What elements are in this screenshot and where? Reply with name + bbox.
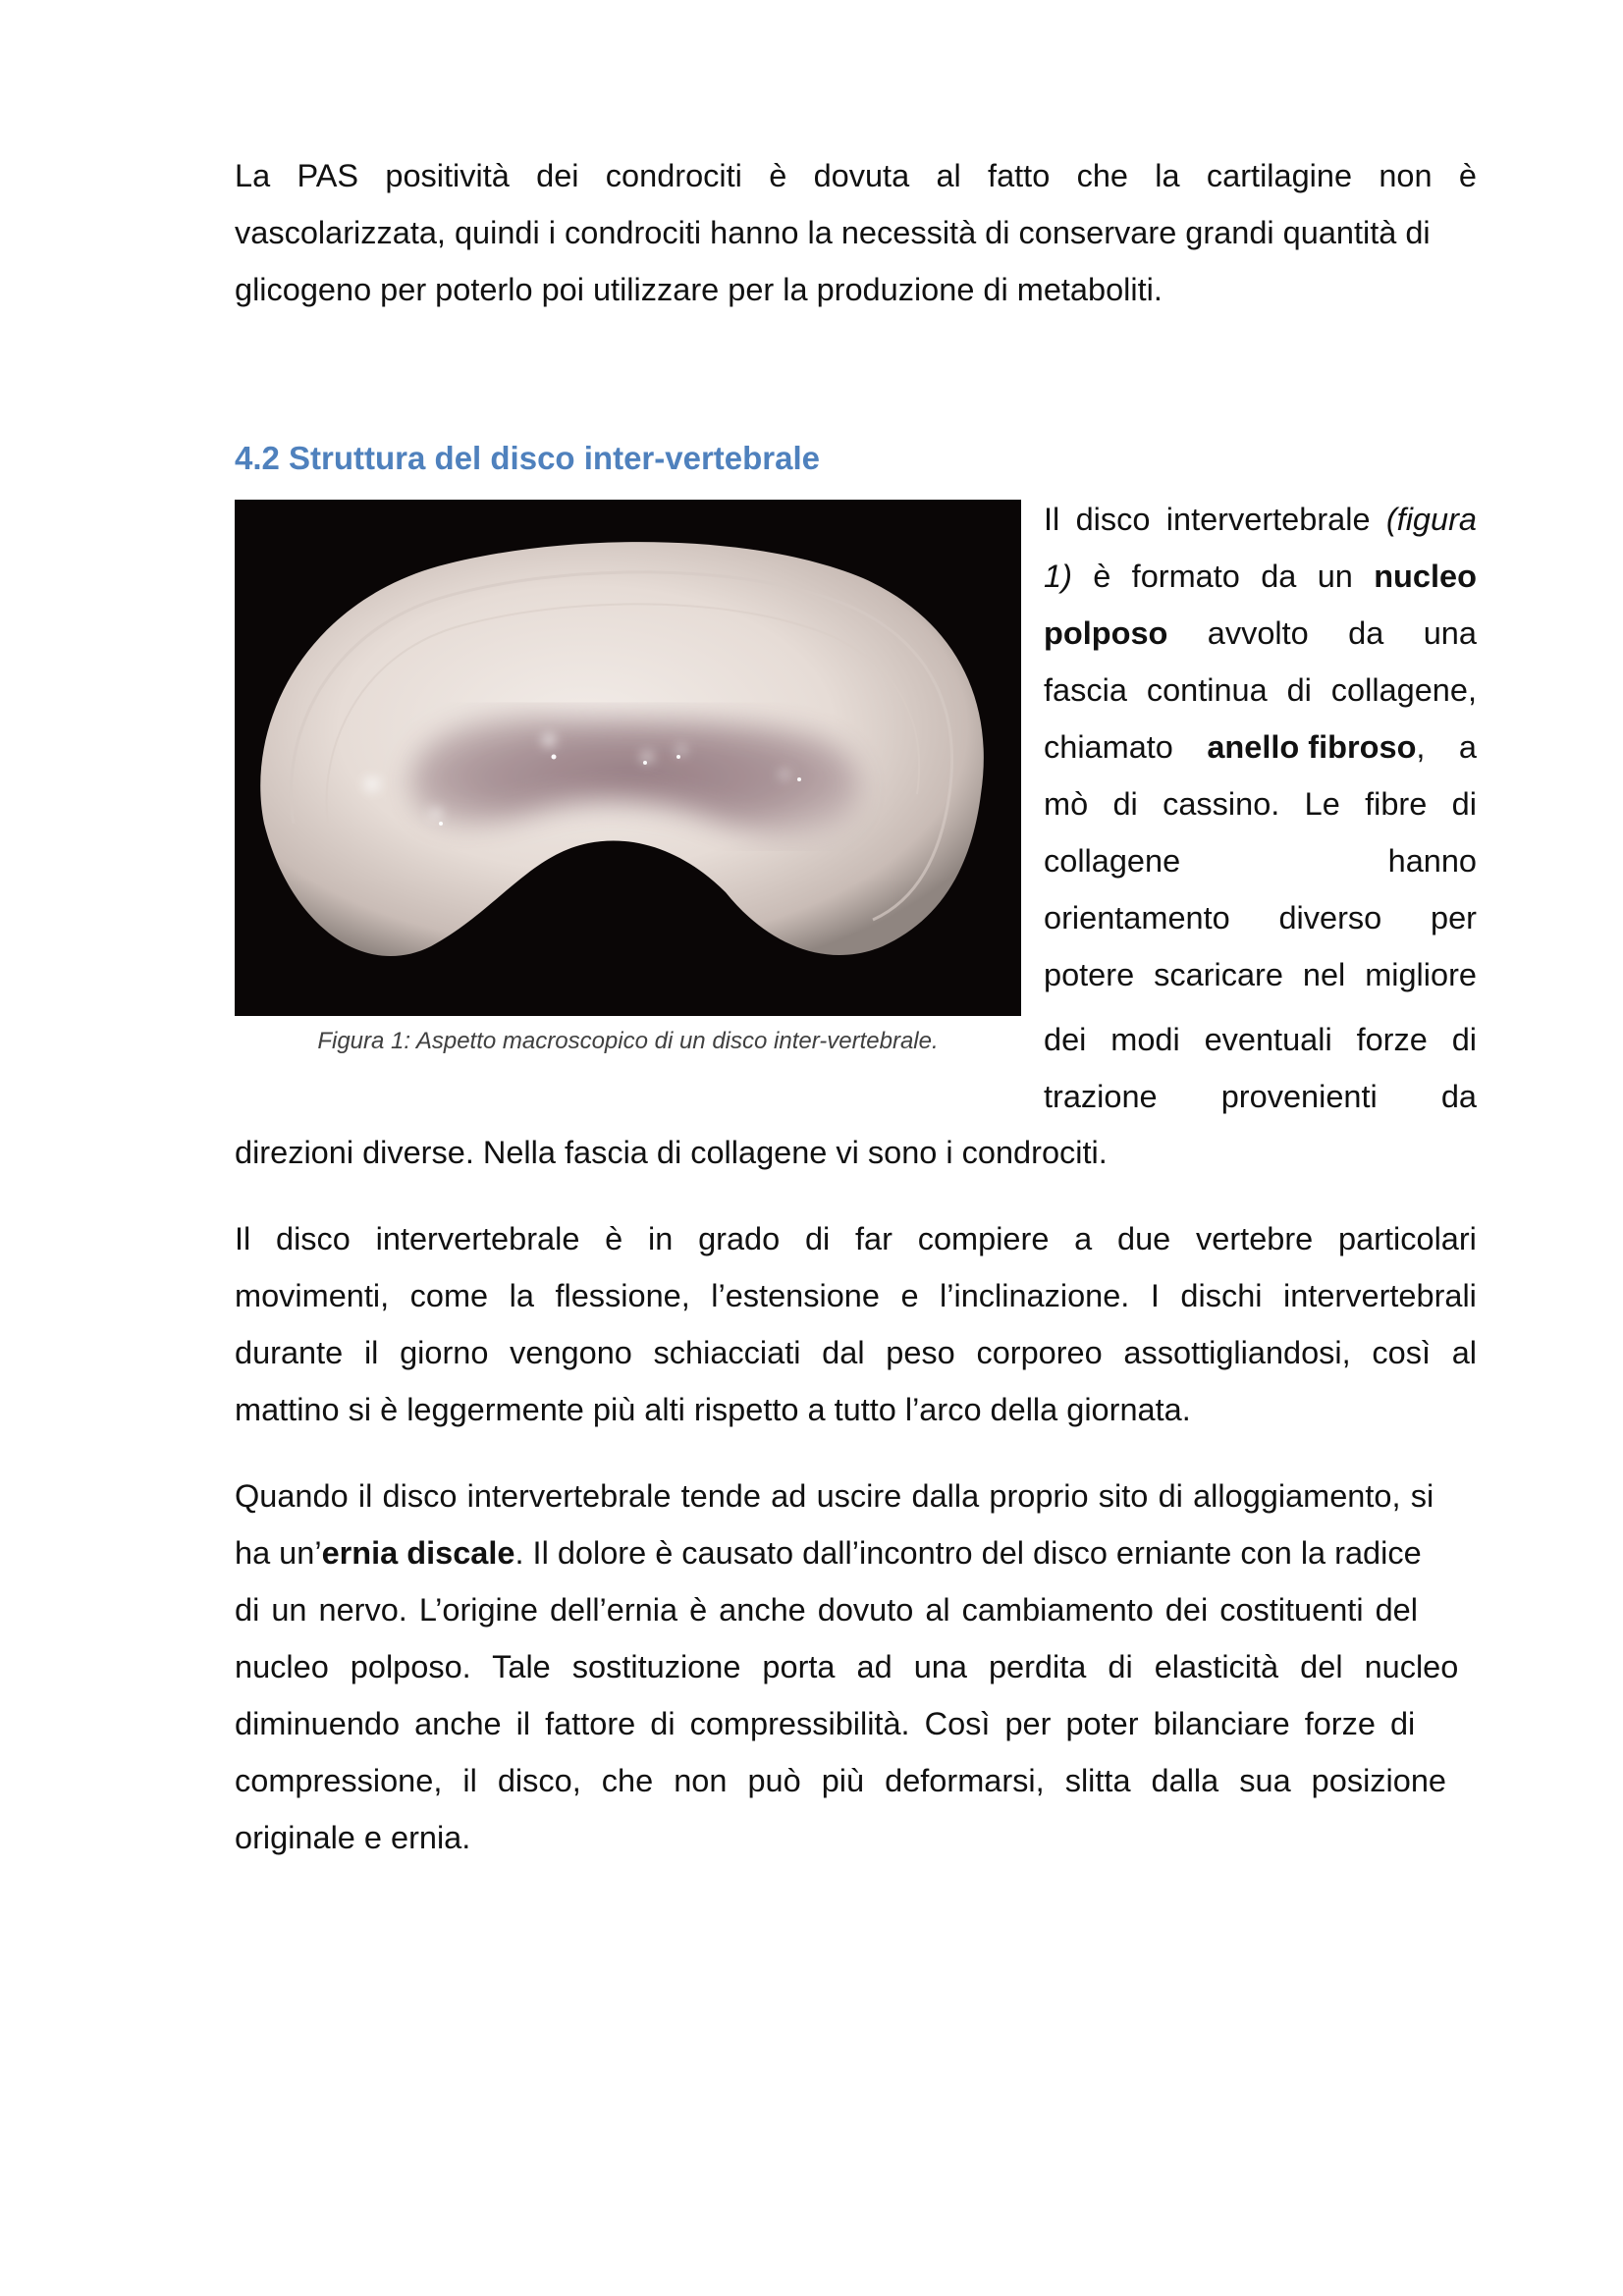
- word: fatto: [988, 158, 1051, 193]
- word: PAS: [297, 158, 359, 193]
- word: dovuta: [813, 158, 910, 193]
- word: nel: [1302, 957, 1346, 992]
- word: assottigliandosi,: [1123, 1335, 1351, 1370]
- word: flessione,: [555, 1278, 690, 1313]
- word: condrociti: [605, 158, 742, 193]
- word: un: [1317, 559, 1353, 594]
- word: fibre: [1365, 786, 1428, 822]
- word: provenienti: [1220, 1079, 1378, 1114]
- paragraph-line: [235, 1210, 1477, 1267]
- word: peso: [886, 1335, 955, 1370]
- word: forze: [1356, 1022, 1428, 1057]
- word: da: [1261, 559, 1297, 594]
- word: intervertebrale: [375, 1221, 580, 1256]
- paragraph-line: [235, 1524, 1477, 1581]
- paragraph-disc-tail: [235, 1124, 1477, 1181]
- word: è: [769, 158, 787, 193]
- word: schiacciati: [653, 1335, 801, 1370]
- word: (figura: [1385, 502, 1477, 537]
- word: vengono: [510, 1335, 632, 1370]
- word: la: [509, 1278, 534, 1313]
- word: nucleo: [1374, 559, 1477, 594]
- word: I: [1150, 1278, 1160, 1313]
- word: durante: [235, 1335, 344, 1370]
- word: trazione: [1044, 1079, 1158, 1114]
- word: e: [900, 1278, 919, 1313]
- word: modi: [1110, 1022, 1180, 1057]
- word: è: [1458, 158, 1477, 193]
- word: al: [936, 158, 961, 193]
- word: hanno: [1387, 843, 1477, 879]
- word: mò: [1044, 786, 1089, 822]
- word: scaricare: [1154, 957, 1283, 992]
- word: fascia: [1044, 672, 1127, 708]
- paragraph-line: [235, 147, 1477, 204]
- word: in: [648, 1221, 674, 1256]
- word: chiamato: [1044, 729, 1173, 765]
- word: corporeo: [976, 1335, 1103, 1370]
- word: una: [1423, 615, 1477, 651]
- paragraph-line: nucleo polposo. Tale sostituzione porta ad una perdita di elasticità del nucleo: [235, 1649, 1459, 1684]
- side-line: [1044, 889, 1477, 946]
- paragraph-pas: [235, 147, 1477, 318]
- side-line: [1044, 775, 1477, 832]
- word: compiere: [917, 1221, 1050, 1256]
- word: a: [1458, 729, 1477, 765]
- word: anello fibroso: [1207, 729, 1417, 765]
- line-text: . Il dolore è causato dall’incontro del disco erniante con la radice: [514, 1535, 1422, 1571]
- word: è: [1093, 559, 1111, 594]
- paragraph-line: [235, 1267, 1477, 1324]
- word: ,: [1416, 729, 1426, 765]
- word: dei: [1044, 1022, 1087, 1057]
- paragraph-line: compressione, il disco, che non può più deformarsi, slitta dalla sua posizione: [235, 1763, 1446, 1798]
- word: polposo: [1044, 615, 1168, 651]
- word: La: [235, 158, 271, 193]
- word: collagene: [1044, 843, 1181, 879]
- word: disco: [276, 1221, 351, 1256]
- paragraph-line: direzioni diverse. Nella fascia di collagene vi sono i condrociti.: [235, 1135, 1108, 1170]
- section-heading: 4.2 Struttura del disco inter-vertebrale: [235, 440, 821, 476]
- word: che: [1076, 158, 1128, 193]
- paragraph-line: [235, 1468, 1477, 1524]
- word: dei: [536, 158, 579, 193]
- word: due: [1117, 1221, 1171, 1256]
- paragraph-ernia: [235, 1468, 1477, 1866]
- paragraph-line: diminuendo anche il fattore di compressibilità. Così per poter bilanciare forze di: [235, 1706, 1416, 1741]
- word: la: [1155, 158, 1180, 193]
- disc-illustration: [235, 500, 1021, 1016]
- word: da: [1348, 615, 1384, 651]
- side-line: [1044, 605, 1477, 662]
- word: di: [804, 1221, 831, 1256]
- word: particolari: [1338, 1221, 1477, 1256]
- word: giorno: [400, 1335, 489, 1370]
- paragraph-line: originale e ernia.: [235, 1820, 471, 1855]
- side-line: [1044, 719, 1477, 775]
- word: al: [1451, 1335, 1477, 1370]
- paragraph-line: di un nervo. L’origine dell’ernia è anche dovuto al cambiamento dei costituenti del: [235, 1592, 1418, 1628]
- word: cartilagine: [1206, 158, 1353, 193]
- figure-caption: Figura 1: Aspetto macroscopico di un disco inter-vertebrale.: [317, 1028, 939, 1054]
- word-group: [1207, 719, 1425, 775]
- word: per: [1431, 900, 1477, 935]
- word: come: [409, 1278, 489, 1313]
- word: potere: [1044, 957, 1135, 992]
- word: così: [1372, 1335, 1431, 1370]
- word: cassino.: [1163, 786, 1280, 822]
- word: da: [1440, 1079, 1477, 1114]
- side-line: [1044, 548, 1477, 605]
- word: orientamento: [1044, 900, 1230, 935]
- side-line: [1044, 1011, 1477, 1068]
- word: far: [855, 1221, 893, 1256]
- word: Il: [235, 1221, 251, 1256]
- word: il: [363, 1335, 379, 1370]
- word: di: [1286, 672, 1312, 708]
- line-text: ha un’: [235, 1535, 322, 1571]
- paragraph-line: mattino si è leggermente più alti rispetto a tutto l’arco della giornata.: [235, 1392, 1191, 1427]
- word: Le: [1304, 786, 1340, 822]
- word: non: [1379, 158, 1433, 193]
- word: disco: [1075, 502, 1151, 537]
- figure-side-text: [1044, 491, 1477, 1125]
- word: di: [1451, 786, 1477, 822]
- word: di: [1451, 1022, 1477, 1057]
- side-line: [1044, 1068, 1477, 1125]
- word: avvolto: [1207, 615, 1309, 651]
- word: migliore: [1365, 957, 1477, 992]
- side-line: [1044, 832, 1477, 889]
- paragraph-movements: [235, 1210, 1477, 1438]
- paragraph-line: vascolarizzata, quindi i condrociti hanno la necessità di conservare grandi quantità di: [235, 215, 1431, 250]
- word: è: [605, 1221, 623, 1256]
- word: movimenti,: [235, 1278, 390, 1313]
- word: a: [1074, 1221, 1093, 1256]
- word: 1): [1044, 559, 1072, 594]
- word: collagene,: [1330, 672, 1477, 708]
- side-line: [1044, 946, 1477, 1003]
- word: vertebre: [1196, 1221, 1314, 1256]
- word: intervertebrale: [1165, 502, 1371, 537]
- word: eventuali: [1204, 1022, 1332, 1057]
- paragraph-line: [235, 1324, 1477, 1381]
- word: positività: [385, 158, 510, 193]
- word: di: [1112, 786, 1138, 822]
- word: grado: [698, 1221, 781, 1256]
- word: diverso: [1278, 900, 1382, 935]
- word: l’inclinazione.: [940, 1278, 1130, 1313]
- word: dischi: [1180, 1278, 1263, 1313]
- word: continua: [1146, 672, 1268, 708]
- line-text: Quando il disco intervertebrale tende ad uscire dalla proprio sito di alloggiamento, si: [235, 1478, 1434, 1514]
- figure-disc-image: [235, 500, 1021, 1016]
- word: formato: [1131, 559, 1240, 594]
- word: dal: [822, 1335, 865, 1370]
- term-ernia-discale: ernia discale: [321, 1535, 515, 1571]
- word: intervertebrali: [1283, 1278, 1477, 1313]
- side-line: [1044, 491, 1477, 548]
- side-line: [1044, 662, 1477, 719]
- word: Il: [1044, 502, 1060, 537]
- paragraph-line: glicogeno per poterlo poi utilizzare per la produzione di metaboliti.: [235, 272, 1163, 307]
- word: l’estensione: [711, 1278, 880, 1313]
